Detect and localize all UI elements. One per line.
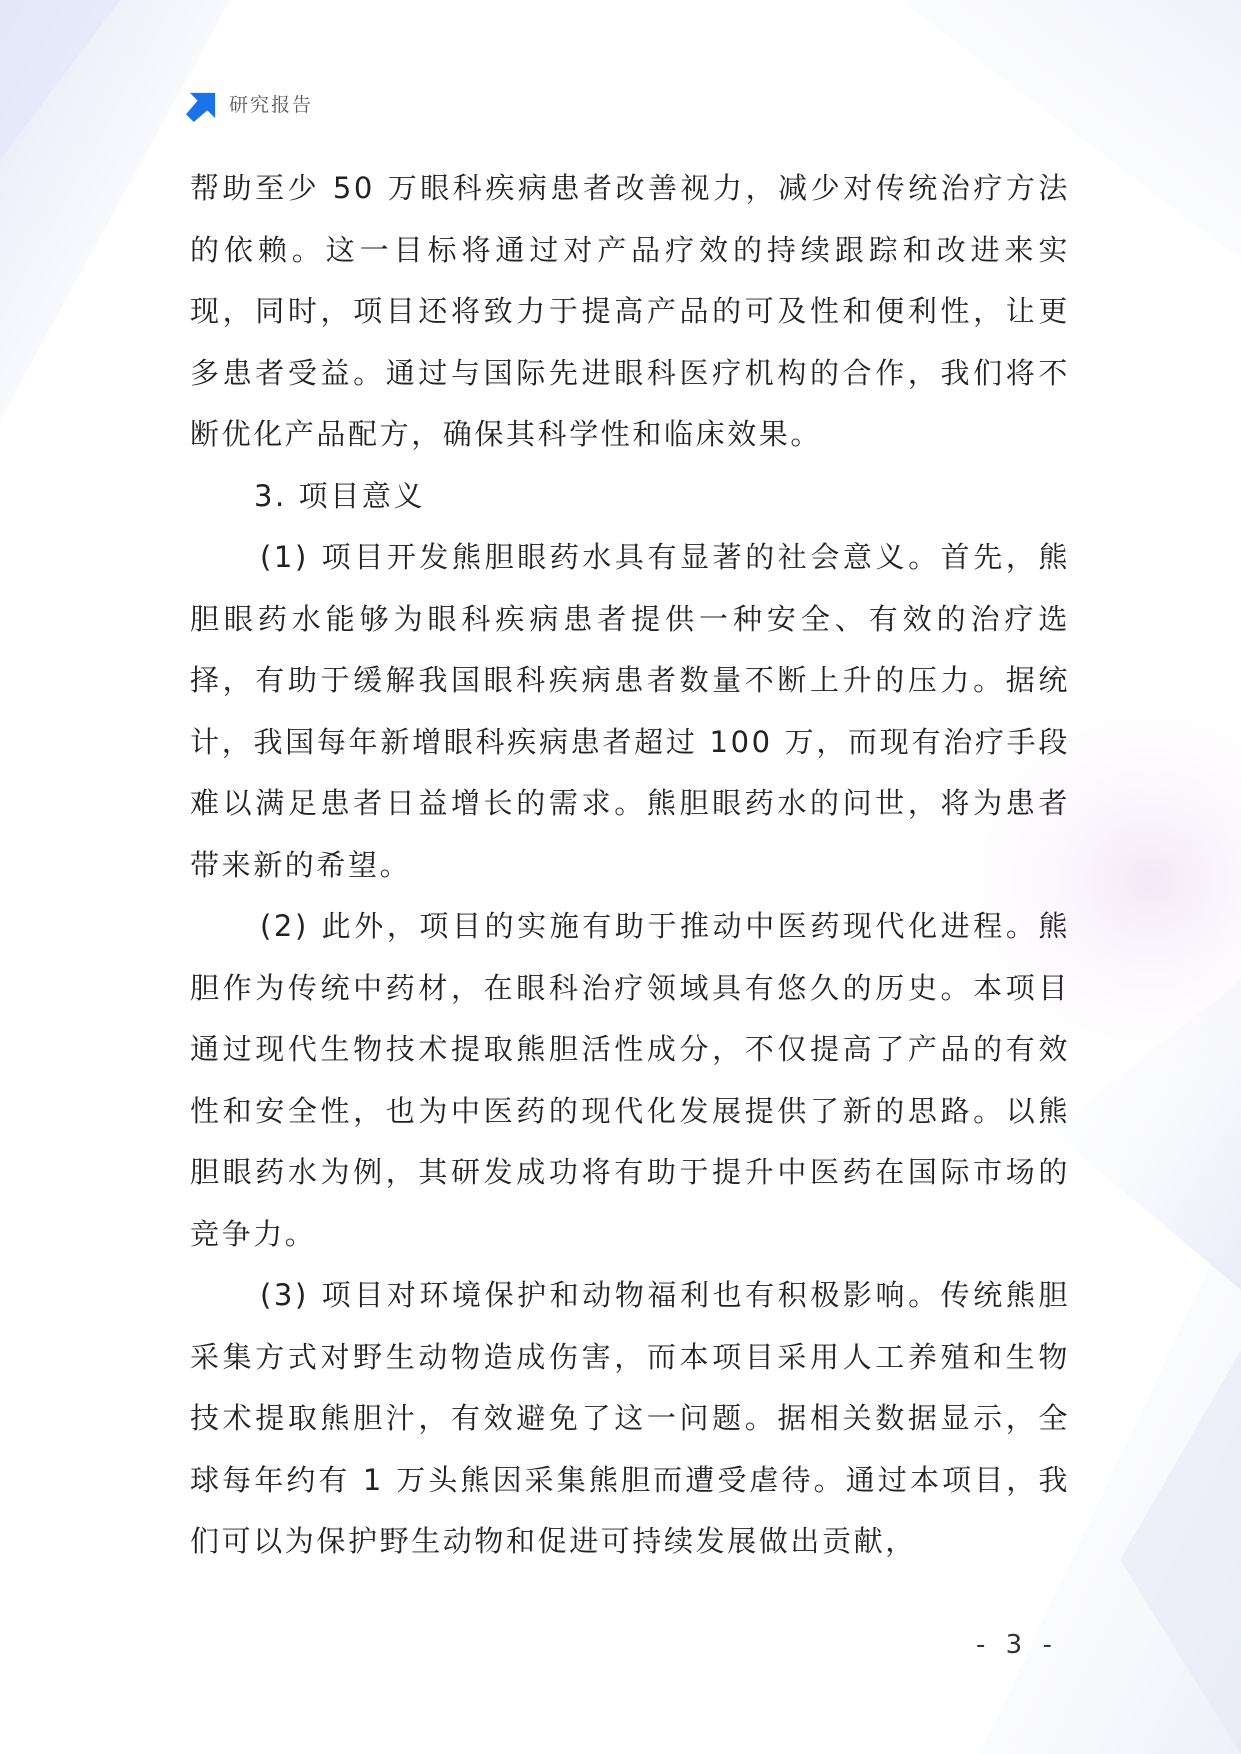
document-body bbox=[190, 158, 1070, 1573]
paragraph-3: (3) 项目对环境保护和动物福利也有积极影响。传统熊胆采集方式对野生动物造成伤害，而本项目采用人工养殖和生物技术提取熊胆汁，有效避免了这一问题。据相关数据显示，全球每年约有 1 万头熊因采集熊胆而遭受虐待。通过本项目，我们可以为保护野生动物和促进可持续发展做出贡献， bbox=[190, 1278, 1070, 1558]
header-title: 研究报告 bbox=[229, 93, 314, 116]
paragraph-continuation: 帮助至少 50 万眼科疾病患者改善视力，减少对传统治疗方法的依赖。这一目标将通过对产品疗效的持续跟踪和改进来实现，同时，项目还将致力于提高产品的可及性和便利性，让更多患者受益。通过与国际先进眼科医疗机构的合作，我们将不断优化产品配方，确保其科学性和临床效果。 bbox=[190, 171, 1070, 451]
page-header bbox=[186, 88, 313, 122]
page-number: - 3 - bbox=[976, 1630, 1058, 1660]
section-heading: 3. 项目意义 bbox=[254, 478, 426, 513]
arrow-up-right-icon bbox=[186, 89, 219, 122]
paragraph-2: (2) 此外，项目的实施有助于推动中医药现代化进程。熊胆作为传统中药材，在眼科治疗领域具有悠久的历史。本项目通过现代生物技术提取熊胆活性成分，不仅提高了产品的有效性和安全性，也为中医药的现代化发展提供了新的思路。以熊胆眼药水为例，其研发成功将有助于提升中医药在国际市场的竞争力。 bbox=[190, 909, 1070, 1251]
paragraph-1: (1) 项目开发熊胆眼药水具有显著的社会意义。首先，熊胆眼药水能够为眼科疾病患者提供一种安全、有效的治疗选择，有助于缓解我国眼科疾病患者数量不断上升的压力。据统计，我国每年新增眼科疾病患者超过 100 万，而现有治疗手段难以满足患者日益增长的需求。熊胆眼药水的问世，将为患者带来新的希望。 bbox=[190, 540, 1070, 882]
